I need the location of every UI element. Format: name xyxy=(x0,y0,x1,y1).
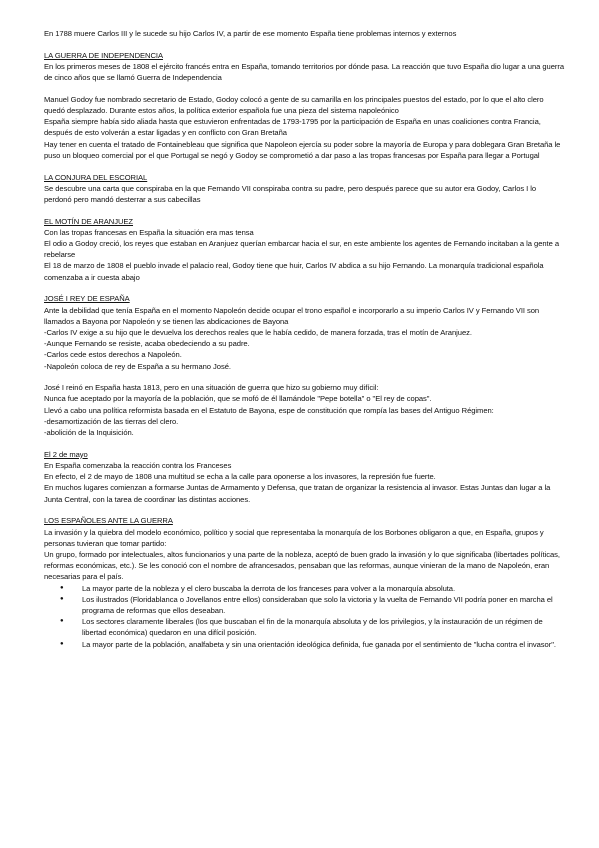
paragraph: -desamortización de las tierras del clero. xyxy=(44,416,179,426)
section-title-conjura: LA CONJURA DEL ESCORIAL xyxy=(44,172,148,182)
paragraph: Hay tener en cuenta el tratado de Fontainebleau que significa que Napoleon ejercía su poder sobre la mayoría de Europa y para doblegara Gran Bretaña le puso un bloqueo comercial por el que Portugal se negó y Godoy se comprometió a dar paso a las tropas francesas por España para llegar a Portugal xyxy=(44,139,561,160)
section-title-2-mayo: El 2 de mayo xyxy=(44,449,88,459)
intro-paragraph: En 1788 muere Carlos III y le sucede su hijo Carlos IV, a partir de ese momento España tiene problemas internos y externos xyxy=(44,29,457,38)
paragraph: Nunca fue aceptado por la mayoría de la población, que se mofó de él llamándole "Pepe botella" o "El rey de copas". xyxy=(44,394,432,404)
paragraph: Ante la debilidad que tenía España en el momento Napoleón decide ocupar el trono español e incorporarlo a su imperio Carlos IV y Fernando VII son llamados a Bayona por Napoleón y se tienen las abdicaciones de Bayona xyxy=(44,305,540,326)
paragraph: -Aunque Fernando se resiste, acaba obedeciendo a su padre. xyxy=(44,339,250,349)
paragraph: En los primeros meses de 1808 el ejército francés entra en España, tomando territorios por dónde pasa. La reacción que tuvo España dio lugar a una guerra de cinco años que se llamó Guerra de Independencia xyxy=(44,61,565,83)
list-item: ● Los sectores claramente liberales (los que buscaban el fin de la monarquía absoluta y de los privilegios, y la instauración de un régimen de libertad económica) quedaron en una difícil posición. xyxy=(82,616,564,638)
paragraph: Manuel Godoy fue nombrado secretario de Estado, Godoy colocó a gente de su camarilla en los principales puestos del estado, por lo que el alto clero quedó desplazado. Durante estos años, la política exterior española fue una pieza del sistema napoleónico xyxy=(44,94,544,116)
paragraph: La invasión y la quiebra del modelo económico, político y social que representaba la monarquía de los Borbones obligaron a que, en España, grupos y personas tuvieran que tomar partido: xyxy=(44,527,544,548)
bullet-list xyxy=(44,583,564,650)
paragraph: En muchos lugares comienzan a formarse Juntas de Armamento y Defensa, que tratan de organizar la resistencia al invasor. Estas Juntas dan lugar a la Junta Central, con la tarea de coordinar las distintas acciones. xyxy=(44,483,551,504)
paragraph: En efecto, el 2 de mayo de 1808 una multitud se echa a la calle para oponerse a los invasores, la represión fue fuerte. xyxy=(44,472,436,482)
paragraph: El 18 de marzo de 1808 el pueblo invade el palacio real, Godoy tiene que huir, Carlos IV abdica a su hijo Fernando. La monarquía tradicional española comenzaba a ir cuesta abajo xyxy=(44,261,544,282)
list-item: ● Los ilustrados (Floridablanca o Jovellanos entre ellos) consideraban que solo la victoria y la vuelta de Fernando VII podría poner en marcha el programa de reformas que ellos deseaban. xyxy=(82,594,564,616)
paragraph: José I reinó en España hasta 1813, pero en una situación de guerra que hizo su gobierno muy difícil: xyxy=(44,383,379,393)
document-page xyxy=(44,28,564,650)
paragraph: -abolición de la Inquisición. xyxy=(44,428,134,438)
paragraph: Un grupo, formado por intelectuales, altos funcionarios y una parte de la nobleza, aceptó de buen grado la invasión y lo que significaba (libertades políticas, reformas económicas, etc.). Se les conoció con el nombre de afrancesados, pensaban que las reformas, aunque vinieran de la mano de Napoleón, eran necesarias para el país. xyxy=(44,549,560,582)
section-title-guerra: LA GUERRA DE INDEPENDENCIA xyxy=(44,50,163,60)
paragraph: El odio a Godoy creció, los reyes que estaban en Aranjuez querían embarcar hacia el sur, en este ambiente los agentes de Fernando incitaban a la gente a rebelarse xyxy=(44,239,560,260)
paragraph: España siempre había sido aliada hasta que estuvieron enfrentadas de 1793-1795 por la participación de España en unas coaliciones contra Francia, después de esto volverán a estar ligadas y en conflicto con Gran Bretaña xyxy=(44,117,541,138)
section-title-espanoles: LOS ESPAÑOLES ANTE LA GUERRA xyxy=(44,516,173,526)
section-title-jose: JOSÉ I REY DE ESPAÑA xyxy=(44,294,130,304)
paragraph: Se descubre una carta que conspiraba en la que Fernando VII conspiraba contra su padre, pero después parece que su autor era Godoy, Carlos I lo perdonó pero mandó desterrar a sus cabecillas xyxy=(44,183,537,204)
list-item: ● La mayor parte de la población, analfabeta y sin una orientación ideológica definida, fue ganada por el sentimiento de "lucha contra el invasor". xyxy=(82,639,564,650)
section-title-motin: EL MOTÍN DE ARANJUEZ xyxy=(44,216,134,226)
paragraph: -Carlos cede estos derechos a Napoleón. xyxy=(44,350,182,360)
paragraph: Llevó a cabo una política reformista basada en el Estatuto de Bayona, espe de constitución que rompía las bases del Antiguo Régimen: xyxy=(44,405,494,415)
paragraph: En España comenzaba la reacción contra los Franceses xyxy=(44,461,232,470)
paragraph: -Napoleón coloca de rey de España a su hermano José. xyxy=(44,361,231,371)
paragraph: Con las tropas francesas en España la situación era mas tensa xyxy=(44,227,254,237)
list-item: ● La mayor parte de la nobleza y el clero buscaba la derrota de los franceses para volver a la monarquía absoluta. xyxy=(82,583,564,594)
paragraph: -Carlos IV exige a su hijo que le devuelva los derechos reales que le había cedido, de manera forzada, tras el motín de Aranjuez. xyxy=(44,327,472,337)
